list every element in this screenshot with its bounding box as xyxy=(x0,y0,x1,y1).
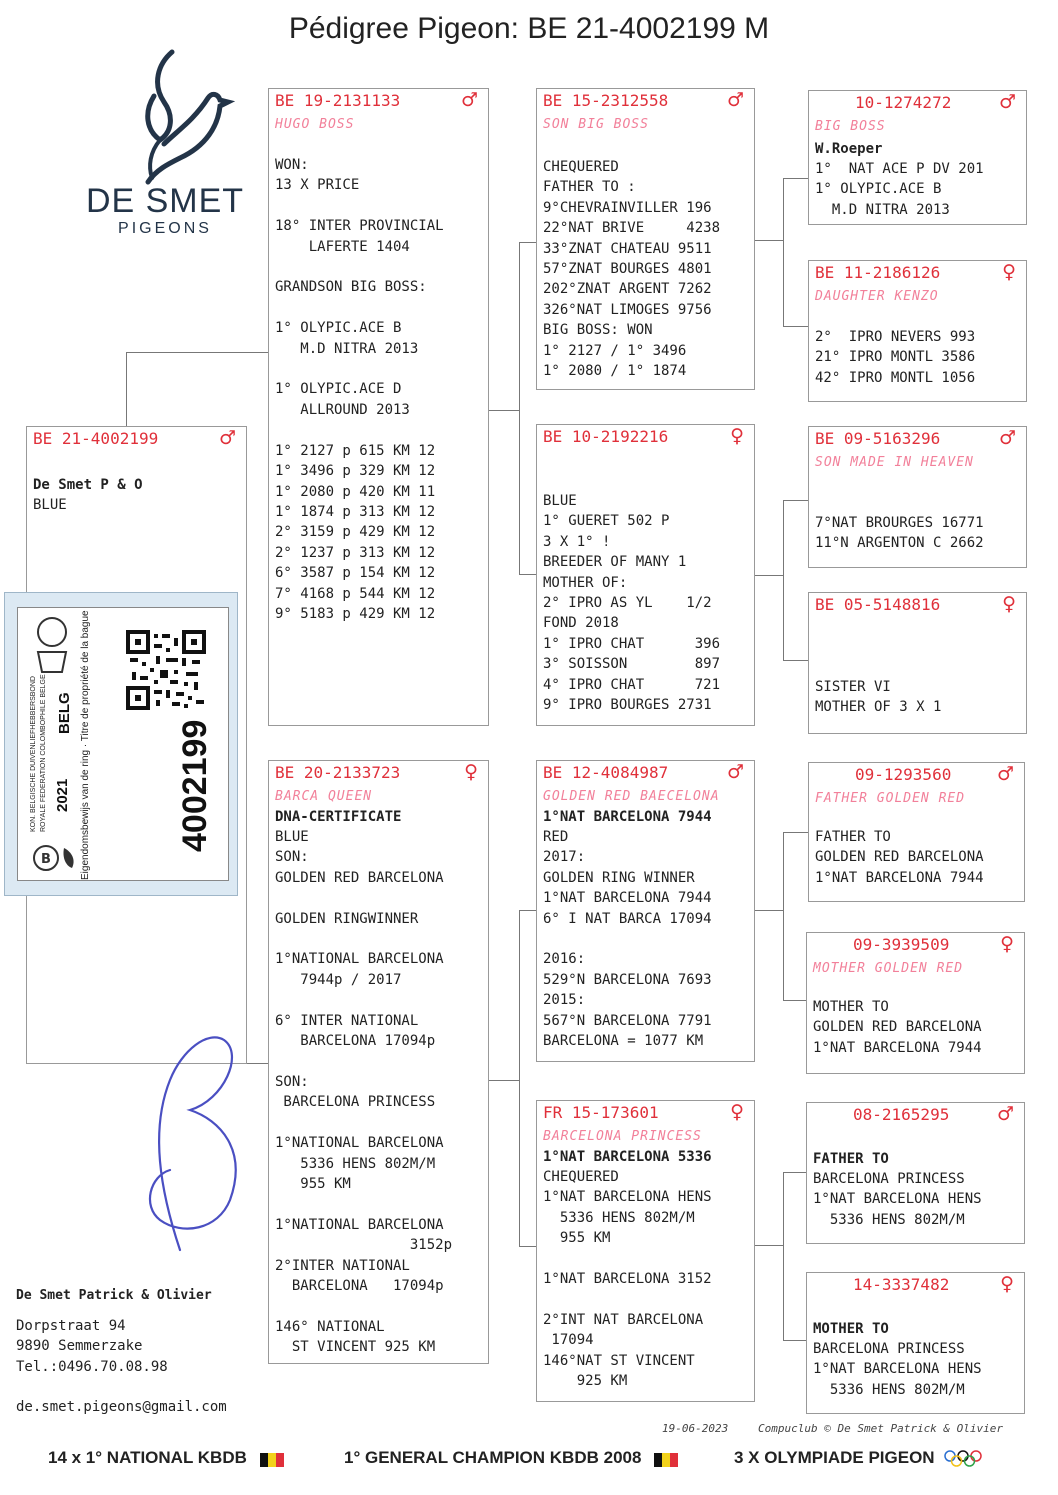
ring-card-org-line2: ROYALE FEDERATION COLOMBOPHILE BELGE xyxy=(40,674,47,832)
dam-sire-name: GOLDEN RED BAECELONA xyxy=(543,789,720,804)
connector-line xyxy=(783,178,784,326)
connector-line xyxy=(754,575,784,576)
dam-sire-results: RED 2017: GOLDEN RING WINNER 1°NAT BARCELONA 7944 6° I NAT BARCA 17094 2016: 529°N BARCELONA 7693 2015: 567°N BARCELONA 7791 BARCELONA = 1077 KM xyxy=(543,829,712,1050)
connector-line xyxy=(519,910,536,911)
sire-name: HUGO BOSS xyxy=(275,117,355,132)
dam-sire-highlight: 1°NAT BARCELONA 7944 xyxy=(543,809,712,825)
ring-card-number: 4002199 xyxy=(176,719,214,852)
footer-middle xyxy=(344,1448,678,1468)
brand-name: DE SMET xyxy=(85,182,245,220)
footer-left-text: 14 x 1° NATIONAL KBDB xyxy=(48,1448,247,1467)
male-icon: ♂ xyxy=(726,89,744,111)
connector-line xyxy=(783,660,808,661)
dds-header xyxy=(813,1105,1018,1127)
footer-right-text: 3 X OLYMPIADE PIGEON xyxy=(734,1448,935,1467)
dam-sire-ring: BE 12-4084987 xyxy=(543,763,669,782)
female-icon: ♀ xyxy=(730,1101,744,1123)
dsd-ring: 09-3939509 xyxy=(853,935,950,954)
connector-line xyxy=(519,574,536,575)
male-icon: ♂ xyxy=(460,89,478,111)
dam-ring: BE 20-2133723 xyxy=(275,763,401,782)
sss-name: BIG BOSS xyxy=(815,119,886,134)
dam-box xyxy=(268,760,489,1364)
male-icon: ♂ xyxy=(998,427,1016,449)
dam-highlight: DNA-CERTIFICATE xyxy=(275,809,402,825)
connector-line xyxy=(519,242,520,574)
crest-icon xyxy=(28,612,76,678)
subject-header xyxy=(33,429,240,451)
footer-left xyxy=(48,1448,284,1468)
dam-sire-sire-box xyxy=(808,762,1025,902)
ssd-name: DAUGHTER KENZO xyxy=(815,289,939,304)
female-icon: ♀ xyxy=(730,425,744,447)
sire-header xyxy=(275,91,482,113)
ring-card-title: Eigendomsbewijs van de ring · Titre de propriété de la bague xyxy=(80,610,91,880)
software-credit: Compuclub © De Smet Patrick & Olivier xyxy=(758,1422,1004,1435)
subject-ring: BE 21-4002199 xyxy=(33,429,159,448)
dam-dam-ring: FR 15-173601 xyxy=(543,1103,659,1122)
dsd-results: MOTHER TO GOLDEN RED BARCELONA 1°NAT BARCELONA 7944 xyxy=(813,999,982,1056)
connector-line xyxy=(519,1246,536,1247)
dsd-header xyxy=(813,935,1018,957)
connector-line xyxy=(126,352,268,353)
sire-dam-sire-box xyxy=(808,426,1027,568)
qr-code-icon xyxy=(126,630,206,710)
dss-results: FATHER TO GOLDEN RED BARCELONA 1°NAT BARCELONA 7944 xyxy=(815,829,984,886)
subject-color: BLUE xyxy=(33,497,67,513)
sire-ring: BE 19-2131133 xyxy=(275,91,401,110)
ddd-highlight: MOTHER TO xyxy=(813,1321,889,1337)
svg-text:B: B xyxy=(41,852,51,867)
sds-name: SON MADE IN HEAVEN xyxy=(815,455,974,470)
female-icon: ♀ xyxy=(1000,933,1014,955)
sire-sire-name: SON BIG BOSS xyxy=(543,117,649,132)
sdd-results: SISTER VI MOTHER OF 3 X 1 xyxy=(815,679,942,716)
dsd-name: MOTHER GOLDEN RED xyxy=(813,961,964,976)
dam-dam-name: BARCELONA PRINCESS xyxy=(543,1129,702,1144)
female-icon: ♀ xyxy=(1000,1273,1014,1295)
sire-dam-box xyxy=(536,424,755,726)
sire-results: WON: 13 X PRICE 18° INTER PROVINCIAL LAFERTE 1404 GRANDSON BIG BOSS: 1° OLYPIC.ACE B M.D NITRA 2013 1° OLYPIC.ACE D ALLROUND 2013 1° 2127 p 615 KM 12 1° 3496 p 329 KM 12 1° 2080 p 420 KM 11 1° 1874 p 313 KM 12 2° 3159 p 429 KM 12 2° 1237 p 313 KM 12 6° 3587 p 154 KM 12 7° 4168 p 544 KM 12 9° 5183 p 429 KM 12 xyxy=(275,157,444,622)
connector-line xyxy=(783,832,784,1000)
dam-dam-box xyxy=(536,1100,755,1402)
male-icon: ♂ xyxy=(726,761,744,783)
connector-line xyxy=(783,326,808,327)
page-title: Pédigree Pigeon: BE 21-4002199 M xyxy=(288,12,770,45)
belgian-flag-icon xyxy=(260,1452,284,1466)
dam-name: BARCA QUEEN xyxy=(275,789,373,804)
breeder-phone: Tel.:0496.70.08.98 xyxy=(16,1359,168,1375)
connector-line xyxy=(783,500,784,660)
sire-dam-results: BLUE 1° GUERET 502 P 3 X 1° ! BREEDER OF MANY 1 MOTHER OF: 2° IPRO AS YL 1/2 FOND 2018 1° IPRO CHAT 396 3° SOISSON 897 4° IPRO CHAT 721 9° IPRO BOURGES 2731 xyxy=(543,493,721,714)
dam-dam-highlight: 1°NAT BARCELONA 5336 xyxy=(543,1149,712,1165)
connector-line xyxy=(126,352,127,426)
ssd-ring: BE 11-2186126 xyxy=(815,263,941,282)
sire-dam-dam-box xyxy=(808,592,1027,734)
connector-line xyxy=(783,1000,808,1001)
dds-highlight: FATHER TO xyxy=(813,1151,889,1167)
belgian-flag-icon xyxy=(654,1452,678,1466)
dam-dam-results: CHEQUERED 1°NAT BARCELONA HENS 5336 HENS 802M/M 955 KM 1°NAT BARCELONA 3152 2°INT NAT BARCELONA 17094 146°NAT ST VINCENT 925 KM xyxy=(543,1169,712,1390)
connector-line xyxy=(519,910,520,1246)
sire-dam-header xyxy=(543,427,748,449)
print-date: 19-06-2023 xyxy=(662,1422,729,1435)
connector-line xyxy=(489,410,520,411)
ring-card-country: BELG xyxy=(56,692,73,734)
connector-line xyxy=(754,240,784,241)
male-icon: ♂ xyxy=(996,1103,1014,1125)
ring-card-year: 2021 xyxy=(54,778,71,812)
dss-header xyxy=(815,765,1018,787)
dam-dam-sire-box xyxy=(806,1102,1025,1244)
dam-sire-box xyxy=(536,760,755,1062)
ddd-ring: 14-3337482 xyxy=(853,1275,950,1294)
kbdb-logo-icon xyxy=(28,838,88,878)
female-icon: ♀ xyxy=(1002,261,1016,283)
connector-line xyxy=(783,1172,808,1173)
dam-sire-dam-box xyxy=(806,932,1025,1074)
footer-middle-text: 1° GENERAL CHAMPION KBDB 2008 xyxy=(344,1448,642,1467)
ring-card-org-line1: KON. BELGISCHE DUIVENLIEFHEBBERSBOND xyxy=(30,676,37,832)
sds-ring: BE 09-5163296 xyxy=(815,429,941,448)
dds-results: BARCELONA PRINCESS 1°NAT BARCELONA HENS 5336 HENS 802M/M xyxy=(813,1171,982,1228)
breeder-name: De Smet Patrick & Olivier xyxy=(16,1288,212,1303)
male-icon: ♂ xyxy=(218,427,236,449)
breeder-street: Dorpstraat 94 xyxy=(16,1318,126,1334)
sire-sire-sire-box xyxy=(808,90,1027,225)
subject-owner: De Smet P & O xyxy=(33,477,143,493)
breeder-city: 9890 Semmerzake xyxy=(16,1338,143,1354)
footer-right xyxy=(734,1448,983,1469)
sire-sire-ring: BE 15-2312558 xyxy=(543,91,669,110)
dam-header xyxy=(275,763,482,785)
dss-ring: 09-1293560 xyxy=(855,765,952,784)
connector-line xyxy=(783,1172,784,1340)
sss-header xyxy=(815,93,1020,115)
connector-line xyxy=(783,500,808,501)
ddd-header xyxy=(813,1275,1018,1297)
sire-sire-header xyxy=(543,91,748,113)
dds-ring: 08-2165295 xyxy=(853,1105,950,1124)
dam-results: BLUE SON: GOLDEN RED BARCELONA GOLDEN RINGWINNER 1°NATIONAL BARCELONA 7944p / 2017 6° INTER NATIONAL BARCELONA 17094p SON: BARCELONA PRINCESS 1°NATIONAL BARCELONA 5336 HENS 802M/M 955 KM 1°NATIONAL BARCELONA 3152p 2°INTER NATIONAL BARCELONA 17094p 146° NATIONAL ST VINCENT 925 KM xyxy=(275,829,453,1356)
sss-ring: 10-1274272 xyxy=(855,93,952,112)
sss-breeder: W.Roeper xyxy=(815,141,883,157)
dam-dam-header xyxy=(543,1103,748,1125)
sds-header xyxy=(815,429,1020,451)
brand-logo xyxy=(60,183,270,239)
sdd-header xyxy=(815,595,1020,617)
connector-line xyxy=(783,832,808,833)
female-icon: ♀ xyxy=(1002,593,1016,615)
olympic-rings-icon xyxy=(943,1449,983,1469)
sire-sire-box xyxy=(536,88,755,390)
female-icon: ♀ xyxy=(464,761,478,783)
dam-dam-dam-box xyxy=(806,1272,1025,1414)
connector-line xyxy=(754,910,784,911)
connector-line xyxy=(489,1080,520,1081)
breeder-email[interactable]: de.smet.pigeons@gmail.com xyxy=(16,1399,227,1415)
sss-results: 1° NAT ACE P DV 201 1° OLYPIC.ACE B M.D NITRA 2013 xyxy=(815,161,984,218)
connector-line xyxy=(783,178,808,179)
sire-dam-ring: BE 10-2192216 xyxy=(543,427,669,446)
connector-line xyxy=(519,242,536,243)
signature xyxy=(120,1010,260,1260)
connector-line xyxy=(783,1340,808,1341)
male-icon: ♂ xyxy=(996,763,1014,785)
ddd-results: BARCELONA PRINCESS 1°NAT BARCELONA HENS 5336 HENS 802M/M xyxy=(813,1341,982,1398)
male-icon: ♂ xyxy=(998,91,1016,113)
sire-box xyxy=(268,88,489,726)
dam-sire-header xyxy=(543,763,748,785)
sire-sire-results: CHEQUERED FATHER TO : 9°CHEVRAINVILLER 196 22°NAT BRIVE 4238 33°ZNAT CHATEAU 9511 57°ZNAT BOURGES 4801 202°ZNAT ARGENT 7262 326°NAT LIMOGES 9756 BIG BOSS: WON 1° 2127 / 1° 3496 1° 2080 / 1° 1874 xyxy=(543,159,721,380)
sds-results: 7°NAT BROURGES 16771 11°N ARGENTON C 2662 xyxy=(815,515,984,552)
sdd-ring: BE 05-5148816 xyxy=(815,595,941,614)
brand-sub: PIGEONS xyxy=(118,220,212,237)
dss-name: FATHER GOLDEN RED xyxy=(815,791,966,806)
connector-line xyxy=(754,1245,784,1246)
ssd-results: 2° IPRO NEVERS 993 21° IPRO MONTL 3586 42° IPRO MONTL 1056 xyxy=(815,329,976,386)
sire-sire-dam-box xyxy=(808,260,1027,402)
ssd-header xyxy=(815,263,1020,285)
